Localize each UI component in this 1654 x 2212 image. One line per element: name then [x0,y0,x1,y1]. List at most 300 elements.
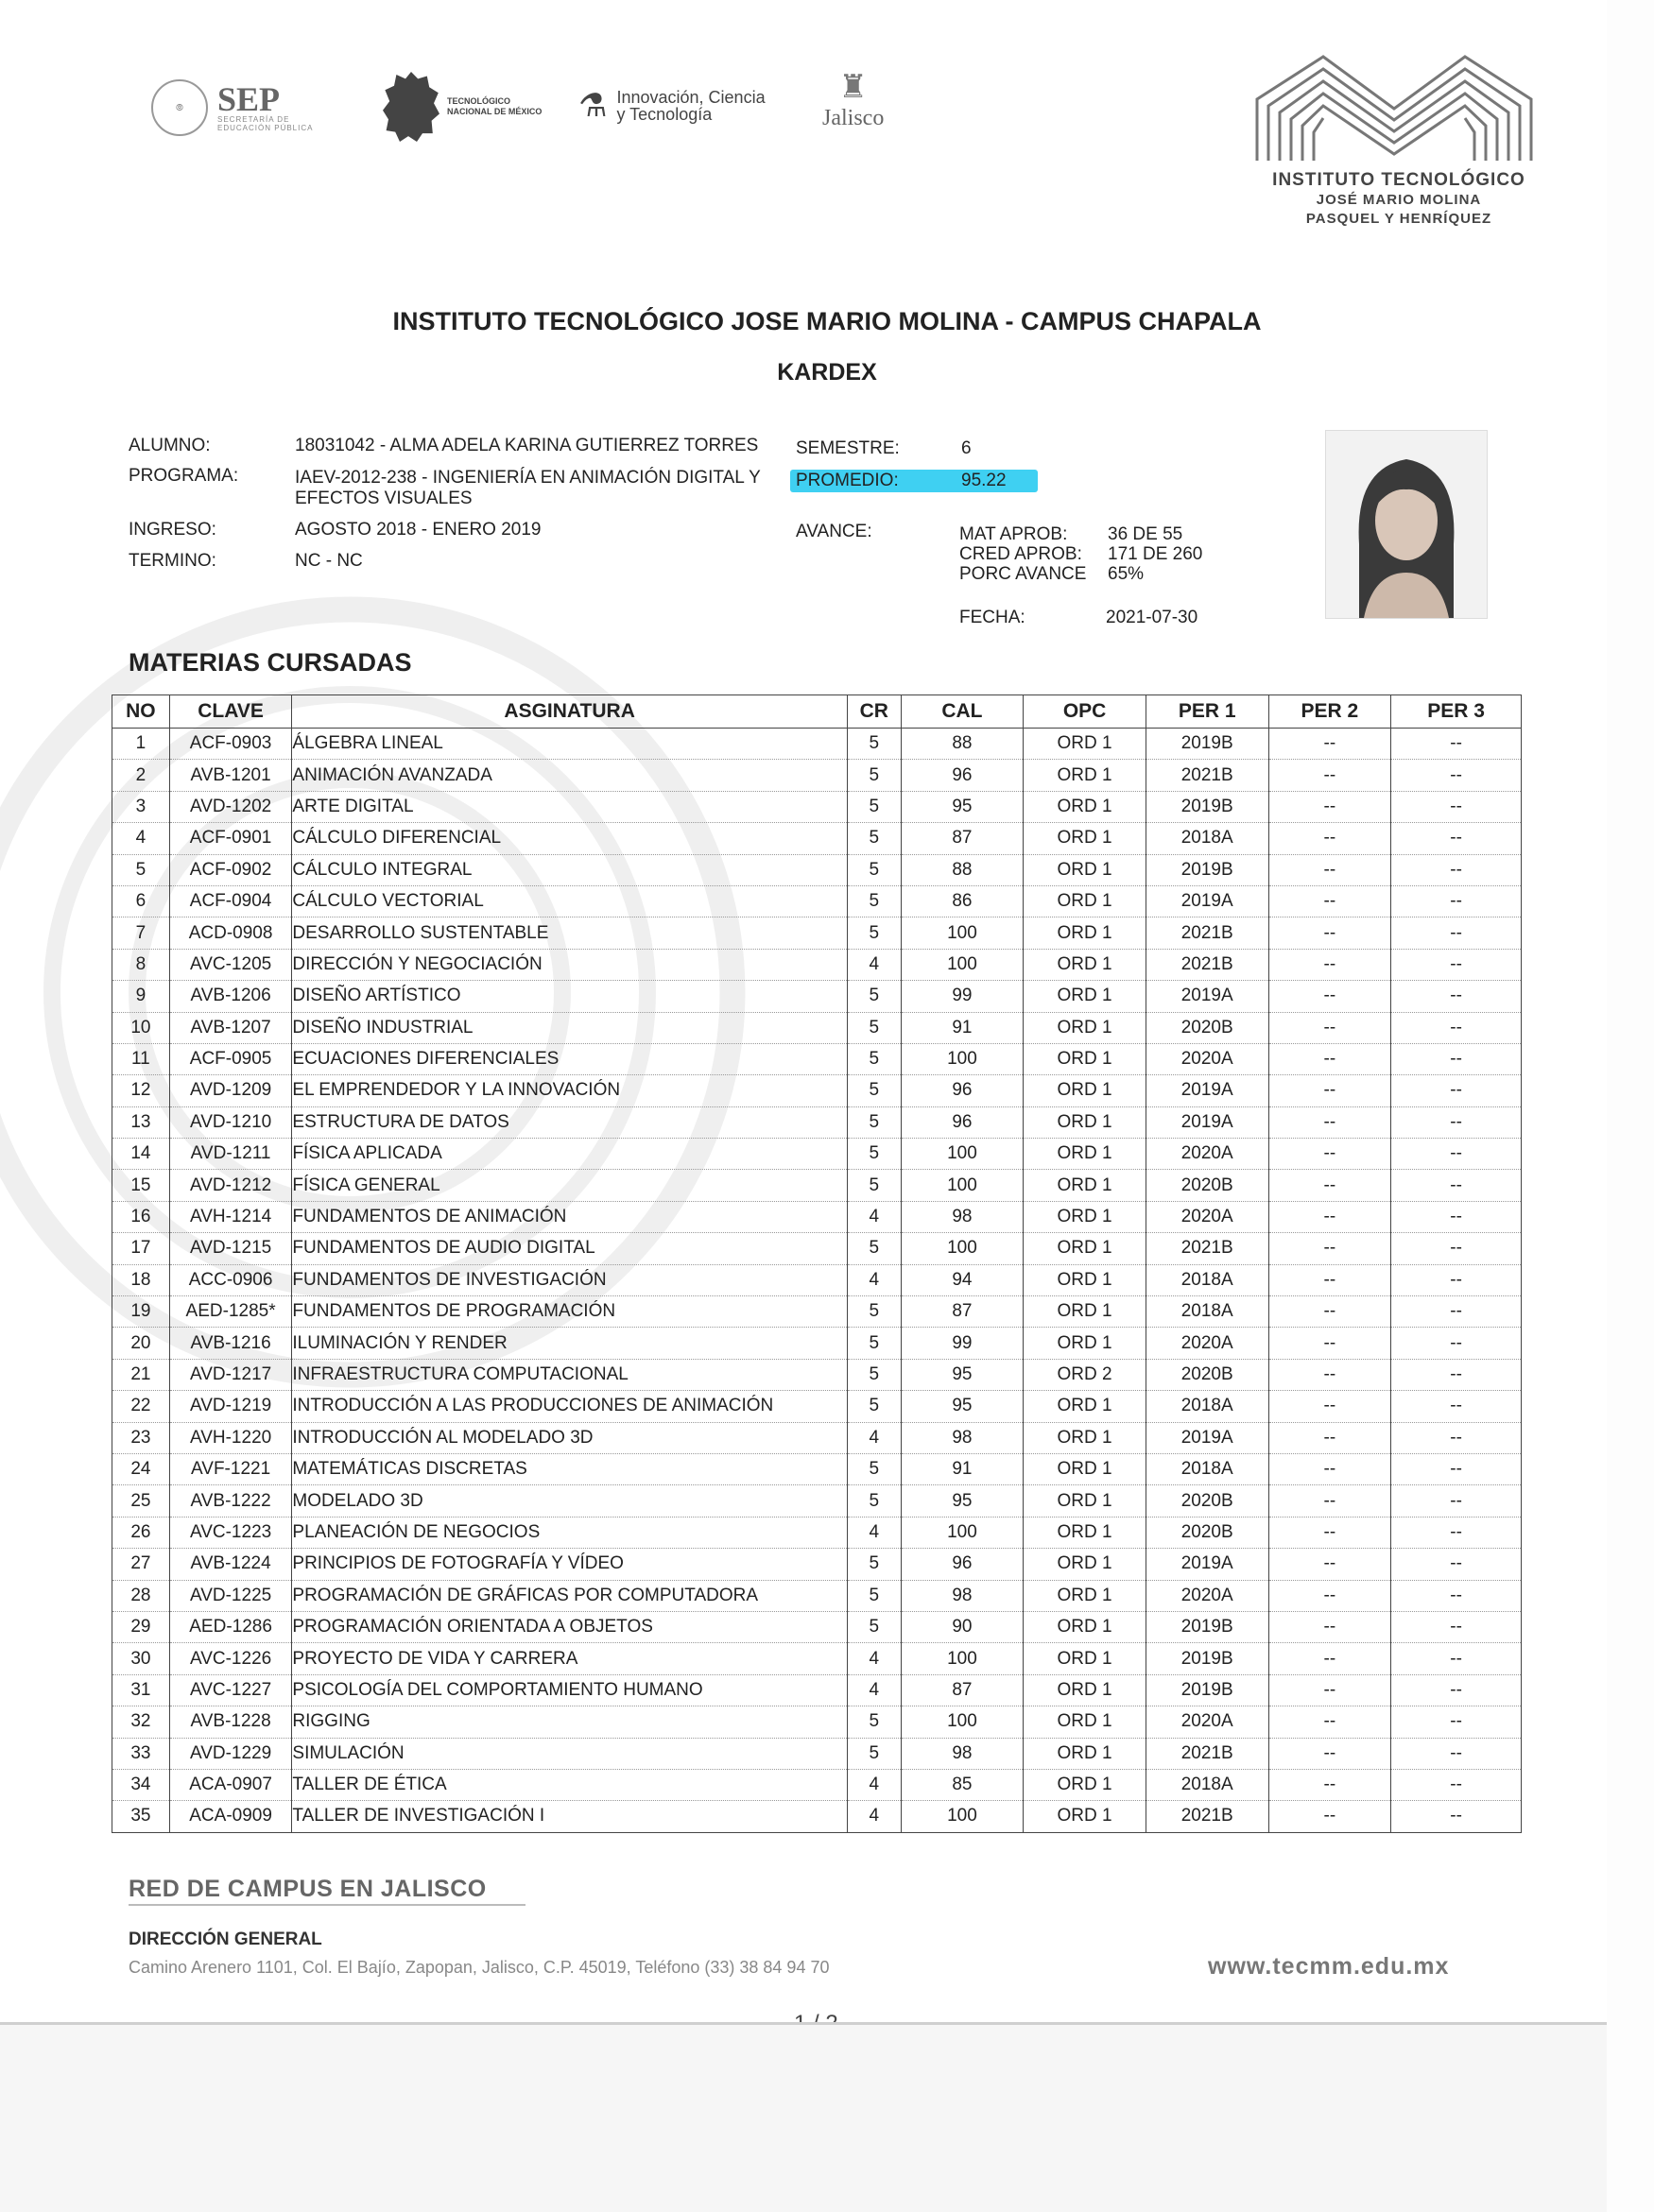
tecnm-logo-line2: NACIONAL DE MÉXICO [447,107,543,116]
cell-cr: 4 [847,1769,901,1800]
cell-asignatura: INFRAESTRUCTURA COMPUTACIONAL [292,1359,847,1390]
cell-cr: 5 [847,791,901,822]
cell-opc: ORD 1 [1024,1012,1146,1043]
cell-no: 31 [112,1674,170,1706]
cell-cal: 98 [901,1422,1024,1453]
table-row [112,1106,1522,1138]
cell-cr: 5 [847,1391,901,1422]
cell-cr: 4 [847,1801,901,1832]
cell-per3: -- [1391,1453,1522,1484]
cell-clave: ACF-0902 [169,854,292,885]
cell-per1: 2019A [1146,981,1268,1012]
cell-cal: 90 [901,1611,1024,1642]
fecha-label: FECHA: [959,608,1025,627]
ingreso-label: INGRESO: [129,520,216,540]
cell-clave: AVH-1214 [169,1201,292,1232]
cell-cr: 5 [847,885,901,917]
cell-no: 25 [112,1485,170,1517]
cell-per2: -- [1268,885,1391,917]
cell-opc: ORD 1 [1024,1106,1146,1138]
cell-per3: -- [1391,1106,1522,1138]
cell-asignatura: DISEÑO INDUSTRIAL [292,1012,847,1043]
cell-asignatura: ARTE DIGITAL [292,791,847,822]
cell-cal: 95 [901,1391,1024,1422]
cell-per1: 2020B [1146,1485,1268,1517]
table-row [112,1611,1522,1642]
table-row [112,854,1522,885]
cell-cr: 4 [847,1201,901,1232]
cell-asignatura: ILUMINACIÓN Y RENDER [292,1328,847,1359]
student-photo [1325,430,1488,619]
cell-cal: 100 [901,1517,1024,1548]
cell-cr: 5 [847,823,901,854]
cell-per1: 2019B [1146,1643,1268,1674]
cell-no: 7 [112,917,170,949]
cell-clave: AVD-1210 [169,1106,292,1138]
cell-per1: 2019B [1146,791,1268,822]
cell-per1: 2020B [1146,1517,1268,1548]
cell-cr: 5 [847,1233,901,1264]
cell-per1: 2021B [1146,917,1268,949]
cell-opc: ORD 1 [1024,1580,1146,1611]
cell-cr: 5 [847,917,901,949]
cell-per1: 2019A [1146,1075,1268,1106]
cell-asignatura: ÁLGEBRA LINEAL [292,729,847,760]
cell-cal: 100 [901,949,1024,980]
table-row [112,1391,1522,1422]
table-row [112,1738,1522,1769]
table-row [112,1706,1522,1738]
cell-per3: -- [1391,1201,1522,1232]
cell-opc: ORD 1 [1024,1391,1146,1422]
cell-opc: ORD 1 [1024,981,1146,1012]
cell-no: 33 [112,1738,170,1769]
cell-opc: ORD 1 [1024,949,1146,980]
cell-opc: ORD 1 [1024,1517,1146,1548]
cell-per2: -- [1268,1296,1391,1328]
promedio-value: 95.22 [961,471,1007,490]
cell-cr: 5 [847,981,901,1012]
col-header-cal: CAL [901,695,1024,729]
cell-asignatura: PLANEACIÓN DE NEGOCIOS [292,1517,847,1548]
table-body [112,729,1522,1833]
cell-asignatura: EL EMPRENDEDOR Y LA INNOVACIÓN [292,1075,847,1106]
cell-per2: -- [1268,1391,1391,1422]
microscope-icon: ⚗ [578,88,608,124]
cell-no: 16 [112,1201,170,1232]
alumno-value: 18031042 - ALMA ADELA KARINA GUTIERREZ TORRES [295,436,759,455]
cell-cal: 88 [901,729,1024,760]
promedio-highlight [790,470,1038,492]
cell-asignatura: CÁLCULO DIFERENCIAL [292,823,847,854]
cell-per2: -- [1268,1264,1391,1295]
cell-per1: 2020A [1146,1043,1268,1074]
cell-asignatura: FÍSICA GENERAL [292,1170,847,1201]
cell-clave: AVD-1229 [169,1738,292,1769]
cell-no: 10 [112,1012,170,1043]
cell-asignatura: CÁLCULO VECTORIAL [292,885,847,917]
table-row [112,1264,1522,1295]
cell-cal: 96 [901,1075,1024,1106]
sep-logo-name: SEP [217,80,281,118]
institute-logo-line2: JOSÉ MARIO MOLINA [1316,192,1482,208]
cell-no: 30 [112,1643,170,1674]
cell-asignatura: DIRECCIÓN Y NEGOCIACIÓN [292,949,847,980]
cell-per1: 2019A [1146,885,1268,917]
cell-opc: ORD 1 [1024,1233,1146,1264]
cell-per3: -- [1391,885,1522,917]
cell-asignatura: TALLER DE ÉTICA [292,1769,847,1800]
cell-per2: -- [1268,760,1391,791]
cell-no: 20 [112,1328,170,1359]
cell-per2: -- [1268,1422,1391,1453]
cell-per1: 2020A [1146,1706,1268,1738]
cell-opc: ORD 1 [1024,1453,1146,1484]
cell-per1: 2020A [1146,1328,1268,1359]
cell-cal: 87 [901,1674,1024,1706]
table-row [112,917,1522,949]
cell-no: 15 [112,1170,170,1201]
cell-asignatura: INTRODUCCIÓN AL MODELADO 3D [292,1422,847,1453]
cell-per3: -- [1391,1643,1522,1674]
table-row [112,885,1522,917]
cell-cal: 100 [901,917,1024,949]
cell-cal: 98 [901,1201,1024,1232]
col-header-clave: CLAVE [169,695,292,729]
cell-per1: 2018A [1146,1296,1268,1328]
cell-per1: 2021B [1146,1738,1268,1769]
subjects-table [112,694,1522,1833]
cell-no: 1 [112,729,170,760]
cell-per2: -- [1268,1706,1391,1738]
cell-opc: ORD 1 [1024,1422,1146,1453]
cell-no: 34 [112,1769,170,1800]
cell-asignatura: PRINCIPIOS DE FOTOGRAFÍA Y VÍDEO [292,1549,847,1580]
cell-per2: -- [1268,1485,1391,1517]
cell-clave: AVB-1206 [169,981,292,1012]
cell-clave: AVC-1226 [169,1643,292,1674]
cell-cal: 91 [901,1012,1024,1043]
table-row [112,1012,1522,1043]
cell-per1: 2020B [1146,1012,1268,1043]
table-row [112,1296,1522,1328]
cell-cal: 86 [901,885,1024,917]
alumno-label: ALUMNO: [129,436,211,455]
cell-cr: 5 [847,1611,901,1642]
cell-per3: -- [1391,1264,1522,1295]
cell-opc: ORD 1 [1024,1738,1146,1769]
cell-per3: -- [1391,1706,1522,1738]
footer-divider [129,1904,525,1906]
cell-clave: ACD-0908 [169,917,292,949]
cell-per3: -- [1391,1296,1522,1328]
programa-value-line1: IAEV-2012-238 - INGENIERÍA EN ANIMACIÓN DIGITAL Y [295,468,761,488]
cell-per2: -- [1268,1674,1391,1706]
cell-cr: 5 [847,1580,901,1611]
cell-cal: 94 [901,1264,1024,1295]
table-row [112,823,1522,854]
cell-clave: AED-1286 [169,1611,292,1642]
cell-opc: ORD 1 [1024,760,1146,791]
cell-opc: ORD 1 [1024,1706,1146,1738]
cell-cr: 5 [847,1106,901,1138]
cell-clave: ACF-0901 [169,823,292,854]
cred-aprob-value: 171 DE 260 [1108,544,1203,564]
footer-address: Camino Arenero 1101, Col. El Bajío, Zapopan, Jalisco, C.P. 45019, Teléfono (33) 38 84 94 70 [129,1958,830,1977]
cell-clave: AVB-1216 [169,1328,292,1359]
cell-clave: AVD-1211 [169,1139,292,1170]
table-header-row [112,695,1522,729]
col-header-per3: PER 3 [1391,695,1522,729]
cell-cal: 88 [901,854,1024,885]
cell-clave: AVF-1221 [169,1453,292,1484]
cell-opc: ORD 1 [1024,1075,1146,1106]
cell-cr: 4 [847,1517,901,1548]
table-row [112,1643,1522,1674]
cell-no: 6 [112,885,170,917]
cell-cal: 99 [901,1328,1024,1359]
cell-per1: 2019A [1146,1422,1268,1453]
cell-cr: 5 [847,1139,901,1170]
cell-per3: -- [1391,981,1522,1012]
col-header-no: NO [112,695,170,729]
table-row [112,1674,1522,1706]
table-row [112,760,1522,791]
avance-label: AVANCE: [796,522,872,541]
table-row [112,1075,1522,1106]
cell-per1: 2018A [1146,1264,1268,1295]
cell-asignatura: ECUACIONES DIFERENCIALES [292,1043,847,1074]
cell-per3: -- [1391,1170,1522,1201]
cell-opc: ORD 1 [1024,917,1146,949]
cell-per1: 2018A [1146,1769,1268,1800]
table-row [112,1517,1522,1548]
cell-per2: -- [1268,1139,1391,1170]
cell-opc: ORD 1 [1024,1139,1146,1170]
coat-of-arms-icon: ♜ [838,69,868,105]
col-header-opc: OPC [1024,695,1146,729]
cell-clave: AED-1285* [169,1296,292,1328]
table-row [112,1801,1522,1832]
cell-asignatura: ESTRUCTURA DE DATOS [292,1106,847,1138]
cell-no: 35 [112,1801,170,1832]
semestre-value: 6 [961,438,972,458]
cell-asignatura: PROGRAMACIÓN ORIENTADA A OBJETOS [292,1611,847,1642]
cell-per3: -- [1391,917,1522,949]
cell-no: 32 [112,1706,170,1738]
cell-cal: 96 [901,760,1024,791]
table-row [112,1201,1522,1232]
cell-cr: 4 [847,1674,901,1706]
cell-per2: -- [1268,1170,1391,1201]
cell-asignatura: MATEMÁTICAS DISCRETAS [292,1453,847,1484]
cell-clave: AVD-1209 [169,1075,292,1106]
cred-aprob-label: CRED APROB: [959,544,1082,564]
sep-logo [151,79,340,136]
cell-clave: AVD-1217 [169,1359,292,1390]
cell-per3: -- [1391,1139,1522,1170]
cell-cal: 95 [901,791,1024,822]
cell-cr: 5 [847,1359,901,1390]
innovacion-logo-line2: y Tecnología [616,105,713,124]
table-row [112,1580,1522,1611]
cell-cal: 91 [901,1453,1024,1484]
table-row [112,1328,1522,1359]
cell-no: 23 [112,1422,170,1453]
cell-asignatura: TALLER DE INVESTIGACIÓN I [292,1801,847,1832]
mat-aprob-label: MAT APROB: [959,524,1068,544]
cell-per2: -- [1268,1549,1391,1580]
ingreso-value: AGOSTO 2018 - ENERO 2019 [295,520,542,540]
cell-clave: AVC-1223 [169,1517,292,1548]
cell-opc: ORD 1 [1024,885,1146,917]
cell-per2: -- [1268,1738,1391,1769]
cell-per3: -- [1391,1075,1522,1106]
institute-logo-line1: INSTITUTO TECNOLÓGICO [1272,170,1525,190]
cell-per3: -- [1391,1738,1522,1769]
cell-opc: ORD 1 [1024,1611,1146,1642]
footer-direccion: DIRECCIÓN GENERAL [129,1929,322,1949]
cell-per1: 2018A [1146,1391,1268,1422]
cell-clave: AVB-1228 [169,1706,292,1738]
cell-no: 12 [112,1075,170,1106]
cell-no: 4 [112,823,170,854]
cell-no: 29 [112,1611,170,1642]
cell-no: 17 [112,1233,170,1264]
table-row [112,791,1522,822]
cell-clave: AVC-1205 [169,949,292,980]
cell-cr: 5 [847,1170,901,1201]
cell-cal: 100 [901,1801,1024,1832]
cell-per3: -- [1391,854,1522,885]
cell-per1: 2019A [1146,1549,1268,1580]
innovacion-logo [578,87,766,125]
cell-clave: AVB-1224 [169,1549,292,1580]
cell-per2: -- [1268,1359,1391,1390]
cell-clave: AVD-1212 [169,1170,292,1201]
cell-no: 26 [112,1517,170,1548]
cell-asignatura: FUNDAMENTOS DE AUDIO DIGITAL [292,1233,847,1264]
cell-clave: AVB-1222 [169,1485,292,1517]
mexico-seal-icon: ⦾ [151,79,208,136]
cell-asignatura: INTRODUCCIÓN A LAS PRODUCCIONES DE ANIMACIÓN [292,1391,847,1422]
cell-per2: -- [1268,1611,1391,1642]
cell-per1: 2021B [1146,760,1268,791]
cell-per2: -- [1268,1201,1391,1232]
cell-clave: AVC-1227 [169,1674,292,1706]
cell-cr: 5 [847,1043,901,1074]
cell-clave: ACF-0904 [169,885,292,917]
document-title: INSTITUTO TECNOLÓGICO JOSE MARIO MOLINA - CAMPUS CHAPALA [392,307,1262,335]
cell-cr: 4 [847,1422,901,1453]
cell-per3: -- [1391,1422,1522,1453]
cell-per2: -- [1268,1453,1391,1484]
cell-per2: -- [1268,1043,1391,1074]
cell-per2: -- [1268,791,1391,822]
footer-red-campus: RED DE CAMPUS EN JALISCO [129,1876,487,1902]
cell-opc: ORD 1 [1024,1264,1146,1295]
cell-per3: -- [1391,760,1522,791]
cell-asignatura: FUNDAMENTOS DE PROGRAMACIÓN [292,1296,847,1328]
cell-per3: -- [1391,1611,1522,1642]
cell-per3: -- [1391,823,1522,854]
cell-opc: ORD 1 [1024,1043,1146,1074]
cell-no: 21 [112,1359,170,1390]
cell-per3: -- [1391,1012,1522,1043]
cell-opc: ORD 1 [1024,729,1146,760]
jalisco-logo [822,68,884,131]
institute-logo-text [1238,170,1559,229]
jalisco-logo-name: Jalisco [822,106,885,130]
cell-cr: 5 [847,1296,901,1328]
cell-per1: 2020A [1146,1580,1268,1611]
cell-per3: -- [1391,1328,1522,1359]
cell-no: 27 [112,1549,170,1580]
cell-per2: -- [1268,1012,1391,1043]
cell-no: 9 [112,981,170,1012]
col-header-per1: PER 1 [1146,695,1268,729]
cell-clave: ACA-0909 [169,1801,292,1832]
cell-per3: -- [1391,1391,1522,1422]
mat-aprob-value: 36 DE 55 [1108,524,1183,544]
cell-no: 8 [112,949,170,980]
cell-per2: -- [1268,823,1391,854]
cell-opc: ORD 1 [1024,791,1146,822]
cell-no: 11 [112,1043,170,1074]
cell-per1: 2019B [1146,729,1268,760]
cell-clave: AVD-1202 [169,791,292,822]
cell-per1: 2021B [1146,1801,1268,1832]
cell-no: 14 [112,1139,170,1170]
table-row [112,1549,1522,1580]
cell-cal: 100 [901,1643,1024,1674]
cell-no: 28 [112,1580,170,1611]
col-header-cr: CR [847,695,901,729]
cell-per3: -- [1391,1580,1522,1611]
cell-asignatura: FUNDAMENTOS DE ANIMACIÓN [292,1201,847,1232]
cell-per3: -- [1391,729,1522,760]
scanner-bottom-strip [0,2022,1607,2212]
cell-per2: -- [1268,1106,1391,1138]
cell-cal: 100 [901,1139,1024,1170]
cell-no: 2 [112,760,170,791]
cell-per2: -- [1268,981,1391,1012]
cell-cal: 95 [901,1485,1024,1517]
table-row [112,1170,1522,1201]
cell-clave: AVD-1225 [169,1580,292,1611]
table-row [112,1422,1522,1453]
cell-clave: ACF-0905 [169,1043,292,1074]
termino-label: TERMINO: [129,551,216,571]
cell-cal: 87 [901,1296,1024,1328]
cell-per2: -- [1268,949,1391,980]
cell-asignatura: CÁLCULO INTEGRAL [292,854,847,885]
cell-asignatura: FÍSICA APLICADA [292,1139,847,1170]
cell-per1: 2018A [1146,1453,1268,1484]
cell-per3: -- [1391,1801,1522,1832]
cell-asignatura: RIGGING [292,1706,847,1738]
termino-value: NC - NC [295,551,363,571]
cell-per2: -- [1268,1580,1391,1611]
cell-opc: ORD 1 [1024,1674,1146,1706]
cell-opc: ORD 1 [1024,1643,1146,1674]
cell-per2: -- [1268,854,1391,885]
cell-per3: -- [1391,1485,1522,1517]
table-row [112,1769,1522,1800]
cell-asignatura: FUNDAMENTOS DE INVESTIGACIÓN [292,1264,847,1295]
cell-clave: AVB-1207 [169,1012,292,1043]
cell-cr: 5 [847,760,901,791]
